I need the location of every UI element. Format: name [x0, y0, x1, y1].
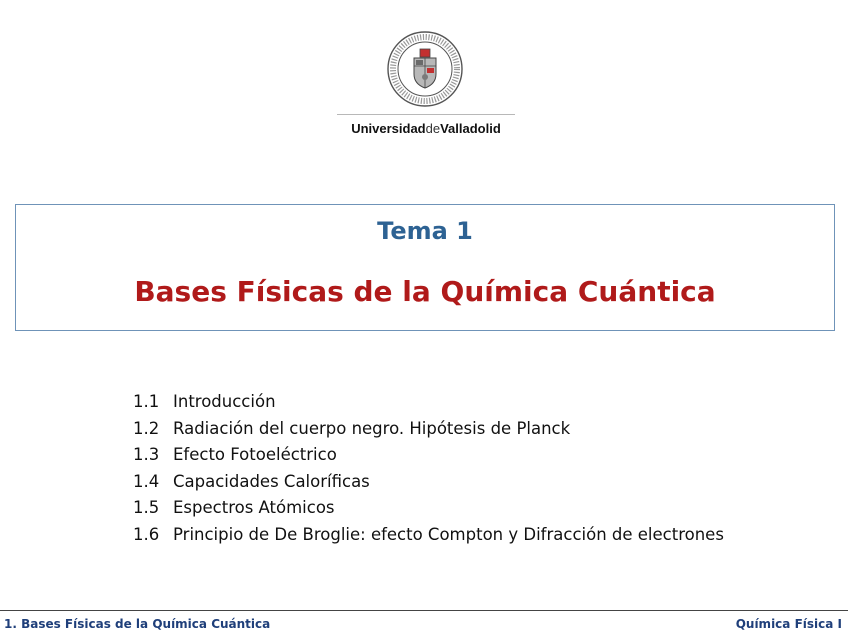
title-box [15, 204, 835, 331]
topic-number: 1.1 [133, 392, 160, 411]
university-name-part-3: Valladolid [440, 121, 501, 136]
topic-number: 1.6 [133, 524, 160, 544]
topics-list [133, 389, 724, 549]
topic-number: 1.5 [133, 498, 160, 518]
topic-number: 1.4 [133, 471, 160, 491]
topic-item [133, 469, 724, 496]
topic-item [133, 416, 724, 443]
topic-text: Espectros Atómicos [173, 498, 335, 518]
university-name [300, 121, 552, 136]
topic-text: Introducción [173, 392, 276, 411]
lesson-number: Tema 1 [377, 217, 473, 245]
footer-course-topic: 1. Bases Físicas de la Química Cuántica [4, 617, 271, 631]
topic-number: 1.3 [133, 445, 160, 465]
topic-text: Efecto Fotoeléctrico [173, 445, 337, 465]
topic-number: 1.2 [133, 418, 160, 438]
footer-divider [0, 610, 848, 611]
topic-item [133, 442, 724, 469]
university-name-part-1: Universidad [351, 121, 426, 136]
topic-item [133, 522, 724, 549]
topic-item [133, 495, 724, 522]
header-divider [337, 114, 515, 115]
lesson-title: Bases Físicas de la Química Cuántica [134, 275, 716, 308]
topic-text: Capacidades Caloríficas [173, 471, 370, 491]
topic-item [133, 389, 724, 416]
university-seal-logo [386, 30, 464, 108]
footer-subject: Química Física I [735, 617, 842, 631]
topic-text: Principio de De Broglie: efecto Compton y Difracción de electrones [173, 524, 724, 544]
university-name-part-2: de [425, 121, 441, 136]
topic-text: Radiación del cuerpo negro. Hipótesis de Planck [173, 418, 571, 438]
